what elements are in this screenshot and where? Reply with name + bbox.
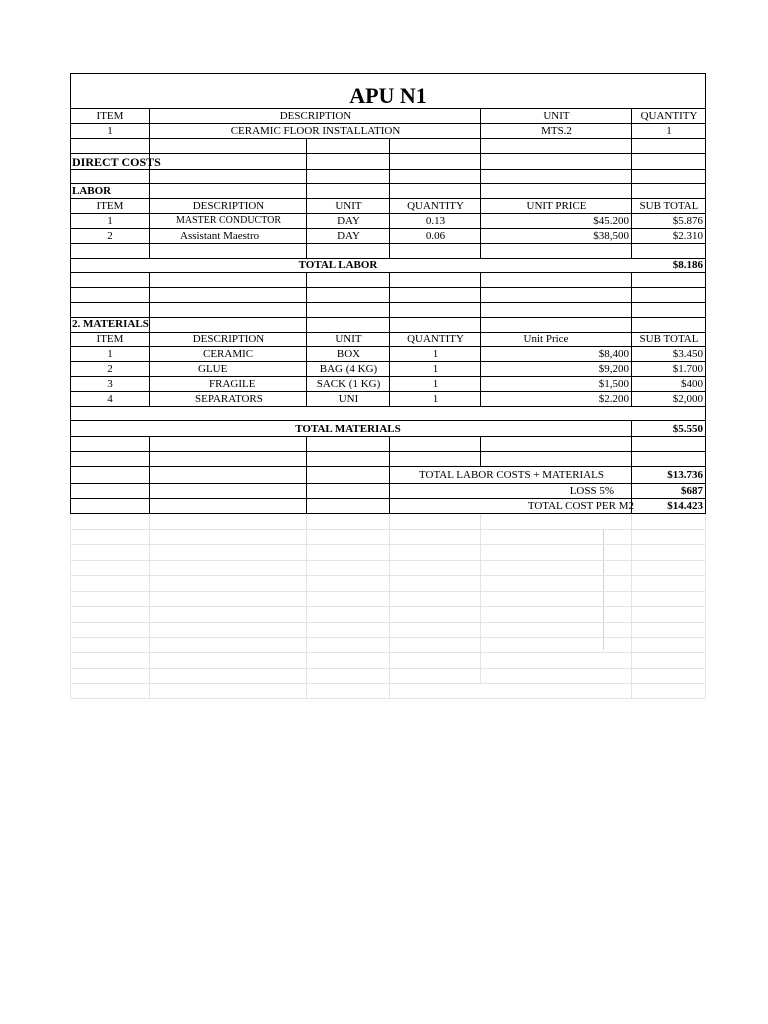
labor-row-2-item: 2 [107,230,113,242]
grid-line [70,637,706,638]
materials-row-1-unit: BOX [336,348,361,360]
labor-row-1-unit-price: $45.200 [593,215,629,227]
row-line [70,466,706,467]
grid-line [70,698,706,699]
materials-row-2-unit-price: $9,200 [598,363,629,375]
total-materials-label: TOTAL MATERIALS [295,423,401,435]
row-line [70,451,706,452]
header-col-description: DESCRIPTION [279,110,352,122]
grid-line [70,560,706,561]
header-col-quantity: QUANTITY [640,110,698,122]
materials-row-4-unit-price: $2.200 [598,393,629,405]
materials-row-3-unit: SACK (1 KG) [316,378,381,390]
header-description: CERAMIC FLOOR INSTALLATION [230,125,401,137]
materials-row-2-description: GLUE [198,363,228,375]
row-line [70,317,706,318]
row-line [70,272,706,273]
materials-col-unit: UNIT [335,333,362,345]
grid-line [70,622,706,623]
materials-row-4-sub-total: $2,000 [672,393,703,405]
labor-row-1-unit: DAY [337,215,360,227]
materials-row-1-description: CERAMIC [203,348,254,360]
labor-row-2-description: Assistant Maestro [180,230,260,242]
materials-row-3-sub-total: $400 [681,378,703,390]
grid-line [70,652,706,653]
labor-col-unit: UNIT [335,200,362,212]
header-col-unit: UNIT [543,110,570,122]
grid-line [70,683,706,684]
col-line [306,436,307,514]
border-right [705,73,706,514]
page-title: APU N1 [349,83,427,108]
labor-row-2-unit-price: $38,500 [593,230,629,242]
col-line [149,436,150,514]
row-line [70,243,706,244]
row-line [70,420,706,421]
materials-row-4-unit: UNI [338,393,359,405]
labor-col-unit-price: UNIT PRICE [526,200,587,212]
labor-row-2-unit: DAY [337,230,360,242]
labor-col-quantity: QUANTITY [407,200,464,212]
total-labor-label: TOTAL LABOR [298,259,378,271]
materials-heading: 2. MATERIALS [72,318,149,330]
header-item: 1 [107,125,113,137]
labor-col-description: DESCRIPTION [192,200,265,212]
materials-row-2-unit: BAG (4 KG) [319,363,378,375]
labor-col-item: ITEM [96,200,124,212]
row-line [70,183,706,184]
materials-col-sub-total: SUB TOTAL [639,333,699,345]
labor-col-sub-total: SUB TOTAL [639,200,699,212]
row-line [70,138,706,139]
materials-row-1-quantity: 1 [432,348,439,360]
materials-row-4-description: SEPARATORS [195,393,263,405]
header-unit: MTS.2 [541,125,572,137]
labor-row-1-description: MASTER CONDUCTOR [175,215,282,226]
materials-row-4-quantity: 1 [432,393,439,405]
row-line [70,406,706,407]
labor-row-2-sub-total: $2.310 [672,230,703,242]
labor-row-1-sub-total: $5.876 [672,215,703,227]
materials-row-2-quantity: 1 [432,363,439,375]
summary-total-cost-value: $14.423 [667,500,703,512]
materials-row-3-quantity: 1 [432,378,439,390]
grid-line [603,530,604,650]
header-quantity: 1 [666,125,672,137]
summary-total-cost-label: TOTAL COST PER M2 [527,500,634,512]
materials-row-3-item: 3 [107,378,113,390]
materials-row-3-description: FRAGILE [209,378,256,390]
summary-total-labor-materials-label: TOTAL LABOR COSTS + MATERIALS [418,469,604,481]
materials-row-1-item: 1 [107,348,113,360]
grid-line [70,529,706,530]
labor-row-2-quantity: 0.06 [425,230,446,242]
grid-line [70,591,706,592]
labor-heading: LABOR [72,185,112,197]
labor-row-1-quantity: 0.13 [425,215,446,227]
summary-loss-value: $687 [681,485,703,497]
labor-row-1-item: 1 [107,215,113,227]
header-col-item: ITEM [96,110,124,122]
materials-col-item: ITEM [96,333,124,345]
grid-line [70,544,706,545]
border-top [70,73,706,74]
materials-row-4-item: 4 [107,393,113,405]
total-labor-value: $8.186 [672,259,703,271]
row-line [70,436,706,437]
summary-total-labor-materials-value: $13.736 [667,469,703,481]
grid-line [70,668,706,669]
row-line [70,287,706,288]
materials-row-3-unit-price: $1,500 [598,378,629,390]
grid-line [70,575,706,576]
materials-row-1-unit-price: $8,400 [598,348,629,360]
total-materials-value: $5.550 [672,423,703,435]
grid-line [480,514,481,684]
grid-line [70,606,706,607]
direct-costs-heading: DIRECT COSTS [72,155,161,169]
border-left [70,73,71,514]
row-line [70,302,706,303]
apu-spreadsheet [70,73,706,514]
materials-row-1-sub-total: $3.450 [672,348,703,360]
row-line [70,153,706,154]
materials-col-description: DESCRIPTION [192,333,265,345]
row-line [70,169,706,170]
materials-row-2-sub-total: $1.700 [672,363,703,375]
empty-grid-area [70,514,706,699]
materials-col-unit-price: Unit Price [523,333,569,345]
materials-row-2-item: 2 [107,363,113,375]
summary-loss-label: LOSS 5% [569,485,614,497]
materials-col-quantity: QUANTITY [407,333,464,345]
